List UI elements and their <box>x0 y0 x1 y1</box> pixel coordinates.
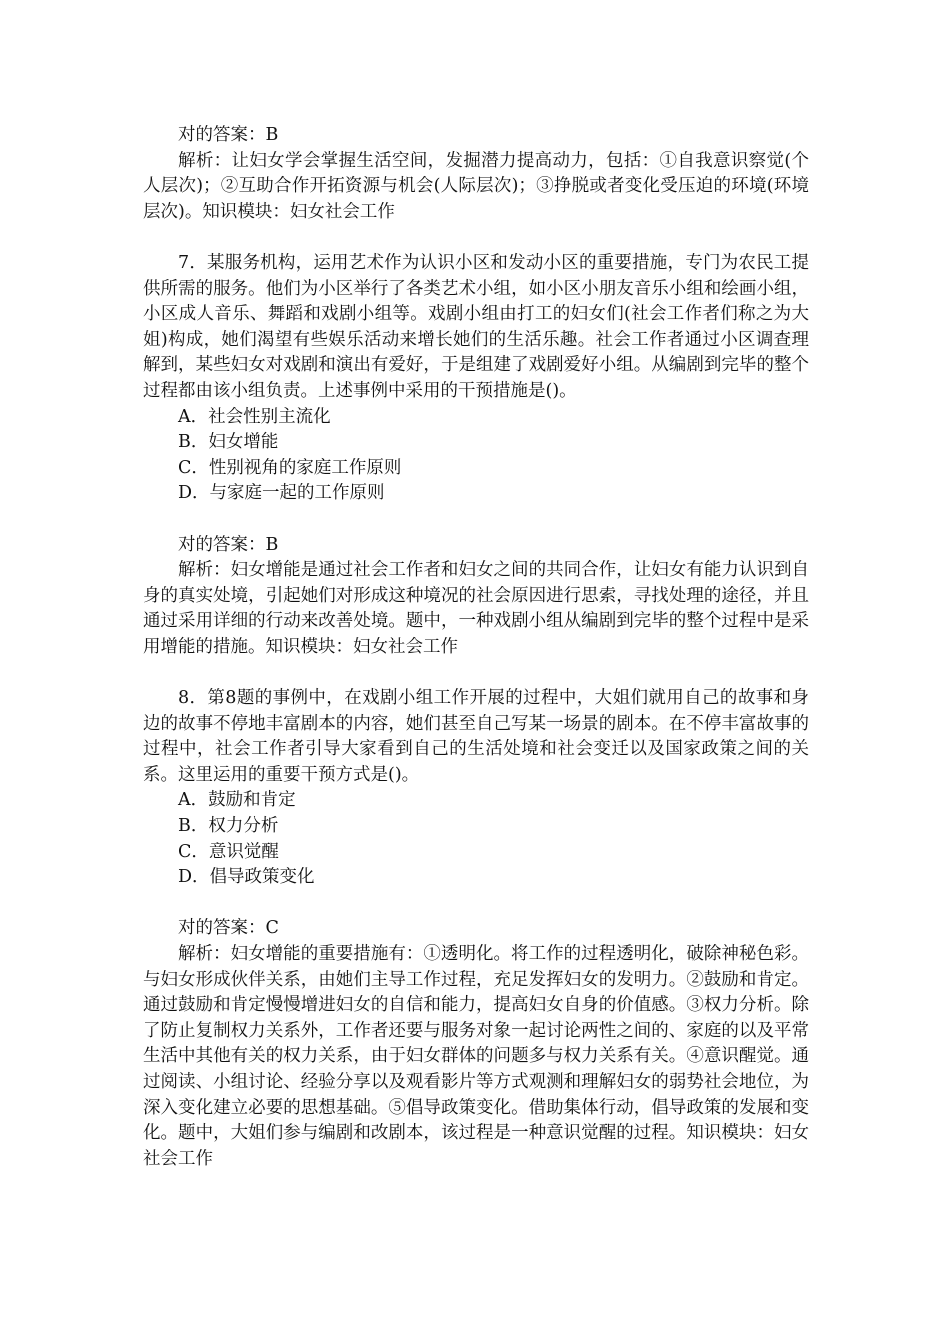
question-8-option-c: C．意识觉醒 <box>178 841 279 862</box>
question-8-stem: 8．第8题的事例中，在戏剧小组工作开展的过程中，大姐们就用自己的故事和身边的故事不停地丰富剧本的内容，她们甚至自己写某一场景的剧本。在不停丰富故事的过程中，社会工作者引导大家看到自己的生活处境和社会变迁以及国家政策之间的关系。这里运用的重要干预方式是()。 <box>143 688 809 785</box>
question-8-option-d: D．倡导政策变化 <box>178 867 315 888</box>
spacer <box>143 660 809 686</box>
question-7-answer: 对的答案：B <box>178 534 279 555</box>
question-8-analysis: 解析：妇女增能的重要措施有：①透明化。将工作的过程透明化，破除神秘色彩。与妇女形成伙伴关系，由她们主导工作过程，充足发挥妇女的发明力。②鼓励和肯定。通过鼓励和肯定慢慢增进妇女的自信和能力，提高妇女自身的价值感。③权力分析。除了防止复制权力关系外，工作者还要与服务对象一起讨论两性之间的、家庭的以及平常生活中其他有关的权力关系，由于妇女群体的问题多与权力关系有关。④意识醒觉。通过阅读、小组讨论、经验分享以及观看影片等方式观测和理解妇女的弱势社会地位，为深入变化建立必要的思想基础。⑤倡导政策变化。借助集体行动，倡导政策的发展和变化。题中，大姐们参与编剧和改剧本，该过程是一种意识觉醒的过程。知识模块：妇女社会工作 <box>143 944 809 1169</box>
question-7-option-b: B．妇女增能 <box>178 432 279 453</box>
question-8-option-b: B．权力分析 <box>178 816 279 837</box>
analysis-paragraph: 解析：让妇女学会掌握生活空间，发掘潜力提高动力，包括：①自我意识察觉(个人层次)；②互助合作开拓资源与机会(人际层次)；③挣脱或者变化受压迫的环境(环境层次)。知识模块：妇女社会工作 <box>143 150 809 222</box>
document-page <box>143 123 809 1172</box>
spacer <box>143 225 809 251</box>
question-7-analysis: 解析：妇女增能是通过社会工作者和妇女之间的共同合作，让妇女有能力认识到自身的真实处境，引起她们对形成这种境况的社会原因进行思索，寻找处理的途径，并且通过采用详细的行动来改善处境。题中，一种戏剧小组从编剧到完毕的整个过程中是采用增能的措施。知识模块：妇女社会工作 <box>143 560 809 657</box>
question-7-option-c: C．性别视角的家庭工作原则 <box>178 457 402 478</box>
answer-line: 对的答案：B <box>178 125 279 145</box>
question-7-option-d: D．与家庭一起的工作原则 <box>178 483 385 504</box>
spacer <box>143 507 809 533</box>
question-7-option-a: A．社会性别主流化 <box>178 406 331 427</box>
question-8-answer: 对的答案：C <box>178 918 279 939</box>
question-7-stem: 7．某服务机构，运用艺术作为认识小区和发动小区的重要措施，专门为农民工提供所需的服务。他们为小区举行了各类艺术小组，如小区小朋友音乐小组和绘画小组，小区成人音乐、舞蹈和戏剧小组等。戏剧小组由打工的妇女们(社会工作者们称之为大姐)构成，她们渴望有些娱乐活动来增长她们的生活乐趣。社会工作者通过小区调查理解到，某些妇女对戏剧和演出有爱好，于是组建了戏剧爱好小组。从编剧到完毕的整个过程都由该小组负责。上述事例中采用的干预措施是()。 <box>143 252 809 401</box>
question-8-option-a: A．鼓励和肯定 <box>178 790 296 811</box>
spacer <box>143 891 809 917</box>
